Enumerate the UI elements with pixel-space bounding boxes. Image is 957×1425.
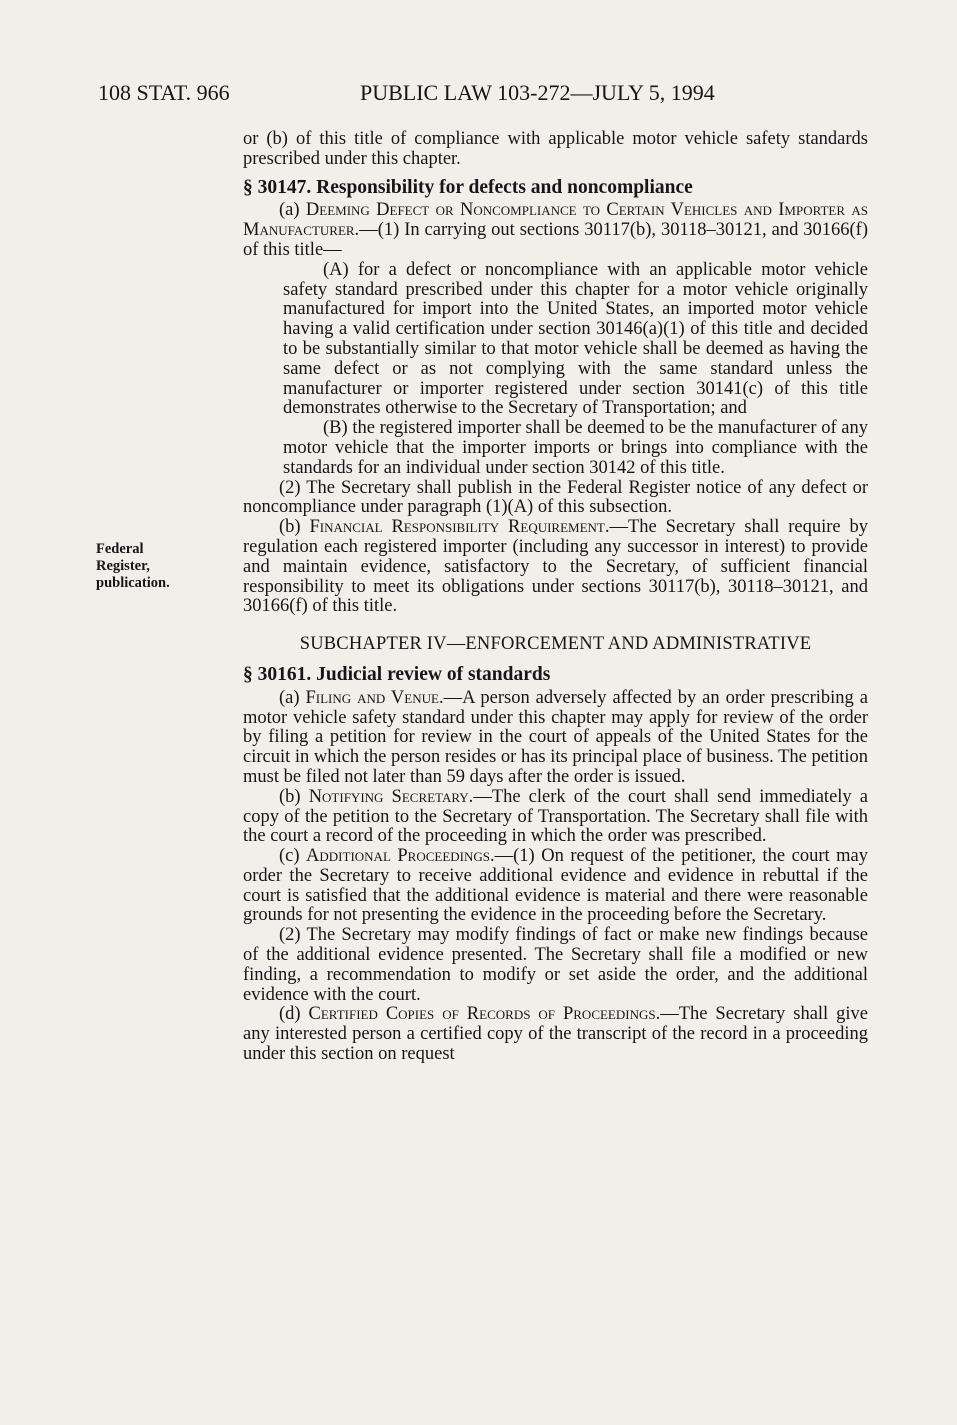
section-30161-heading: § 30161. Judicial review of standards: [243, 663, 551, 685]
subsection-text: —The clerk of the court shall send immediately a copy of the petition to the Secretary of Transportation. The Secretary shall file with the court a record of the proceeding in which the order was prescribed.: [243, 786, 868, 847]
subsection-label: (b): [279, 786, 309, 807]
subsection-text: —The Secretary shall require by regulation each registered importer (including any successor in interest) to provide and maintain evidence, satisfactory to the Secretary, of sufficient financial responsibility to meet its obligations under sections 30117(b), 30118–30121, and 30166(f) of this title.: [243, 517, 868, 617]
document-body: [243, 130, 868, 1065]
intro-paragraph: or (b) of this title of compliance with applicable motor vehicle safety standards prescribed under this chapter.: [243, 129, 868, 169]
margin-note-line: publication.: [96, 575, 170, 591]
section-30161-c: [243, 847, 868, 926]
public-law-title: PUBLIC LAW 103-272—JULY 5, 1994: [360, 80, 715, 105]
section-30147-heading: § 30147. Responsibility for defects and noncompliance: [243, 176, 693, 198]
section-30161-a: [243, 689, 868, 788]
section-30161-b: [243, 788, 868, 847]
margin-note-line: Federal: [96, 541, 144, 557]
section-30147-a-A: (A) for a defect or noncompliance with an applicable motor vehicle safety standard prescribed under this chapter for a motor vehicle originally manufactured for import into the United States, an imported motor vehicle having a valid certification under section 30146(a)(1) of this title and decided to be substantially similar to that motor vehicle shall be deemed as having the same defect or as not complying with the same standard unless the manufacturer or importer registered under section 30141(c) of this title demonstrates otherwise to the Secretary of Transportation; and: [283, 259, 868, 419]
subsection-text: —A person adversely affected by an order prescribing a motor vehicle safety standard under this chapter may apply for review of the order by filing a petition for review in the court of appeals of the United States for the circuit in which the person resides or has its principal place of business. The petition must be filed not later than 59 days after the order is issued.: [243, 687, 868, 787]
section-30147-a-B: (B) the registered importer shall be deemed to be the manufacturer of any motor vehicle that the importer imports or brings into compliance with the standards for an individual under section 30142 of this title.: [283, 418, 868, 478]
subsection-label: (a): [279, 200, 306, 221]
subsection-caption: Financial Responsibility Requirement.: [309, 517, 610, 538]
section-30147-a: [243, 201, 868, 260]
subsection-label: (a): [279, 687, 306, 708]
margin-note: [96, 541, 206, 592]
subsection-caption: Certified Copies of Records of Proceedings.: [308, 1004, 661, 1025]
subsection-caption: Notifying Secretary.: [308, 786, 474, 807]
page-header: [98, 80, 858, 110]
margin-note-line: Register,: [96, 558, 150, 574]
subchapter-heading: SUBCHAPTER IV—ENFORCEMENT AND ADMINISTRATIVE: [299, 634, 812, 655]
statute-page-number: 108 STAT. 966: [98, 80, 230, 105]
section-30161-c-2: (2) The Secretary may modify findings of fact or make new findings because of the additional evidence presented. The Secretary shall file a modified or new finding, a recommendation to modify or set aside the order, and the additional evidence with the court.: [243, 925, 868, 1005]
subsection-label: (d): [279, 1004, 309, 1025]
subsection-label: (c): [279, 846, 307, 867]
section-30161-d: [243, 1005, 868, 1064]
section-30147-a-2: (2) The Secretary shall publish in the Federal Register notice of any defect or noncompliance under paragraph (1)(A) of this subsection.: [243, 477, 868, 518]
subsection-caption: Additional Proceedings.: [306, 846, 495, 867]
subsection-text: —(1) In carrying out sections 30117(b), 30118–30121, and 30166(f) of this title—: [243, 220, 868, 260]
subsection-text: —The Secretary shall give any interested person a certified copy of the transcript of the record in a proceeding under this section on request: [243, 1004, 868, 1065]
subsection-caption: Deeming Defect or Noncompliance to Certain Vehicles and Importer as Manufacturer.: [243, 200, 868, 241]
subsection-text: —(1) On request of the petitioner, the court may order the Secretary to receive additional evidence and evidence in rebuttal if the court is satisfied that the additional evidence is material and there were reasonable grounds for not presenting the evidence in the proceeding before the Secretary.: [243, 846, 868, 926]
subsection-label: (b): [279, 517, 310, 538]
section-30147-b: [243, 518, 868, 617]
subsection-caption: Filing and Venue.: [305, 687, 444, 708]
